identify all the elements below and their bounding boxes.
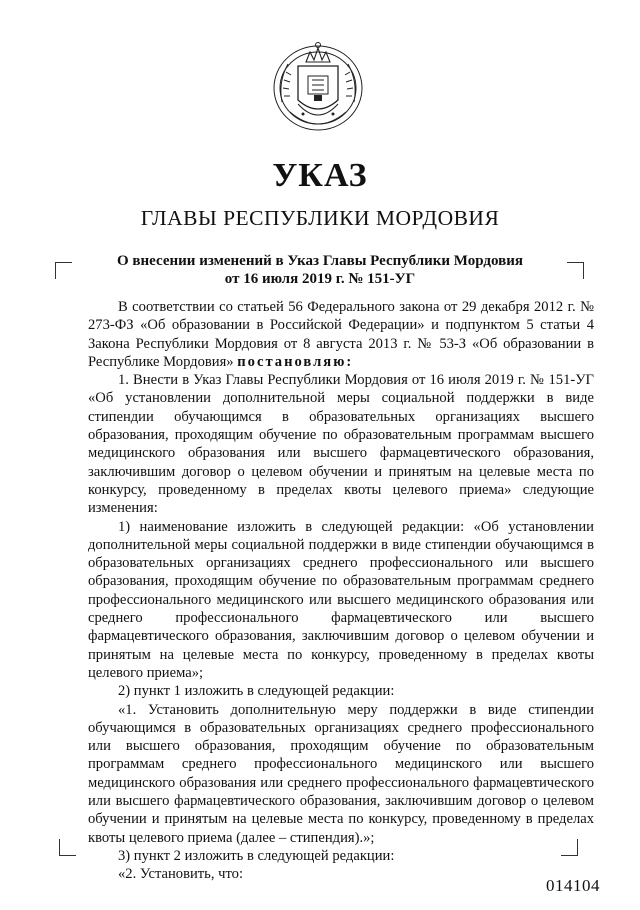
page-number: 014104 (546, 876, 600, 895)
item-3-quote: «2. Установить, что: (118, 866, 243, 883)
paragraph-1: 1. Внести в Указ Главы Республики Мордовия от 16 июля 2019 г. № 151-УГ «Об установлении дополнительной меры социальной поддержки в виде стипендии обучающимся в образовательных организациях высшего образования, проходящим обучение по образовательным программам высшего медицинского образования или высшего фармацевтического образования, заключившим договор о целевом обучении и принятым на целевые места по конкурсу, проведенному в пределах квоты целевого приема» следующие изменения: (88, 372, 594, 517)
item-2: 2) пункт 1 изложить в следующей редакции: (118, 683, 395, 700)
preamble-text: В соответствии со статьей 56 Федерального закона от 29 декабря 2012 г. № 273-ФЗ «Об образовании в Российской Федерации» и подпунктом 5 статьи 4 Закона Республики Мордовия от 8 августа 2013 г. № 53-З «Об образовании в Республике Мордовия» (88, 299, 594, 370)
corner-mark-bottom-left (59, 839, 76, 856)
decree-word: постановляю: (237, 353, 354, 370)
decree-heading (110, 252, 530, 288)
item-3: 3) пункт 2 изложить в следующей редакции: (118, 847, 395, 864)
preamble-paragraph (88, 298, 594, 371)
decree-body (88, 298, 594, 884)
decree-heading-line2: от 16 июля 2019 г. № 151-УГ (224, 271, 416, 287)
corner-mark-top-right (567, 262, 584, 279)
item-1: 1) наименование изложить в следующей редакции: «Об установлении дополнительной меры социальной поддержки в виде стипендии обучающимся в образовательных организациях среднего профессионального или высшего образования, проходящим обучение по образовательным программам среднего профессионального медицинского или высшего медицинского образования или среднего профессионального фармацевтического или высшего фармацевтического образования, заключившим договор о целевом обучении и принятым на целевые места по конкурсу, проведенному в пределах квоты целевого приема»; (88, 518, 594, 681)
corner-mark-top-left (55, 262, 72, 279)
coat-of-arms-emblem (268, 32, 368, 134)
decree-heading-line1: О внесении изменений в Указ Главы Республики Мордовия (117, 253, 523, 269)
document-title: УКАЗ (272, 157, 368, 194)
item-2-quote: «1. Установить дополнительную меру поддержки в виде стипендии обучающимся в образовательных организациях среднего профессионального или высшего образования, проходящим обучение по образовательным программам среднего профессионального медицинского или высшего медицинского образования или среднего профессионального фармацевтического или высшего фармацевтического образования, заключившим договор о целевом обучении и принятым на целевые места по конкурсу, проведенному в пределах квоты целевого приема (далее – стипендия).»; (88, 701, 594, 846)
document-subtitle: ГЛАВЫ РЕСПУБЛИКИ МОРДОВИЯ (140, 206, 500, 230)
